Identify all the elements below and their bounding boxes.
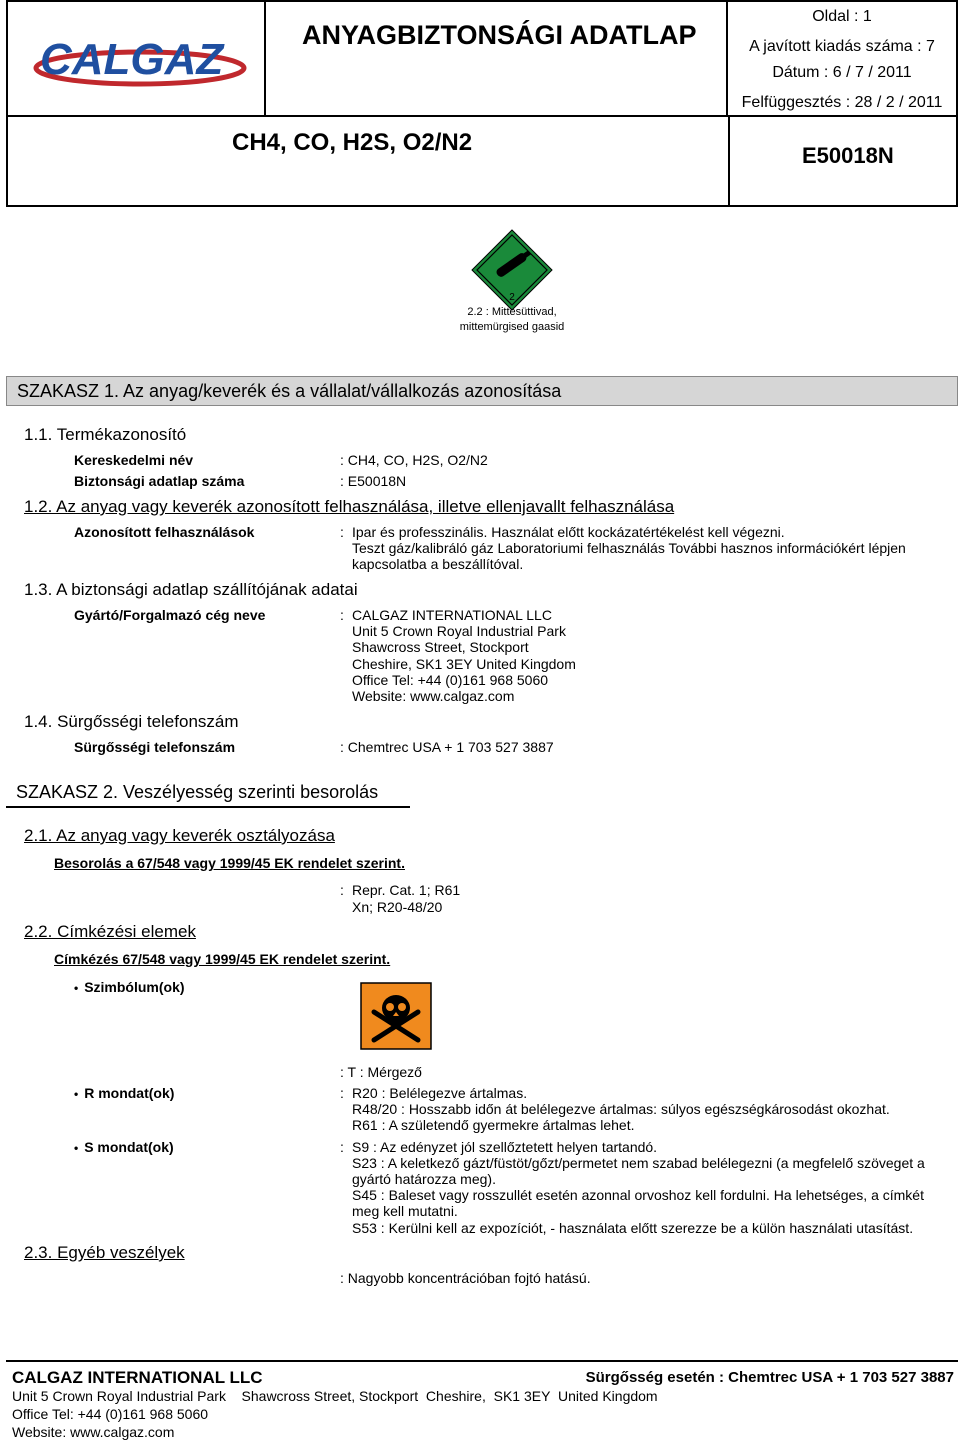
info-box (728, 2, 956, 115)
hazard-caption-1: 2.2 : Mittesüttivad, (467, 306, 557, 318)
footer-emergency: Sürgősség esetén : Chemtrec USA + 1 703 527 3887 (585, 1369, 954, 1386)
skull-crossbones-icon (360, 982, 432, 1050)
product-code-box (728, 117, 956, 207)
subsection-1-4-title: 1.4. Sürgősségi telefonszám (24, 712, 239, 731)
section-2-title: SZAKASZ 2. Veszélyesség szerinti besorolás (16, 782, 379, 802)
identified-uses-line-1: Ipar és professzinális. Használat előtt kockázatértékelést kell végezni. (352, 524, 785, 540)
footer-address: Unit 5 Crown Royal Industrial Park Shawcross Street, Stockport Cheshire, SK1 3EY United Kingdom (12, 1388, 658, 1404)
document-title: ANYAGBIZTONSÁGI ADATLAP (302, 20, 697, 50)
emergency-phone-label: Sürgősségi telefonszám (74, 739, 236, 755)
svg-text:CALGAZ: CALGAZ (40, 35, 224, 84)
r-phrase-line: R48/20 : Hosszabb időn át belélegezve ártalmas: súlyos egészségkárosodást okozhat. (352, 1101, 890, 1117)
sds-number-value: : E50018N (340, 473, 407, 489)
supplier-line: Shawcross Street, Stockport (352, 639, 529, 655)
s-phrase-line: gyártó határozza meg). (352, 1171, 496, 1187)
section-1-header (6, 376, 958, 406)
footer-company: CALGAZ INTERNATIONAL LLC (12, 1368, 263, 1387)
svg-text:2: 2 (509, 292, 515, 303)
supplier-line: Unit 5 Crown Royal Industrial Park (352, 623, 566, 639)
footer-rule (6, 1360, 958, 1362)
symbols-label: • Szimbólum(ok) (74, 979, 185, 995)
other-hazards-value: : Nagyobb koncentrációban fojtó hatású. (340, 1270, 591, 1286)
footer-website: Website: www.calgaz.com (12, 1424, 175, 1440)
emergency-phone-value: : Chemtrec USA + 1 703 527 3887 (340, 739, 554, 755)
supplier-line: Office Tel: +44 (0)161 968 5060 (352, 672, 549, 688)
page-number: Oldal : 1 (812, 8, 872, 25)
classification-colon: : (340, 882, 344, 898)
s-phrases-colon: : (340, 1139, 344, 1155)
footer-tel: Office Tel: +44 (0)161 968 5060 (12, 1406, 209, 1422)
supplier-line: CALGAZ INTERNATIONAL LLC (352, 607, 552, 623)
sds-number-label: Biztonsági adatlap száma (74, 473, 245, 489)
s-phrase-line: S53 : Kerülni kell az expozíciót, - használata előtt szerezze be a külön használati utasítást. (352, 1220, 914, 1236)
hazard-caption-2: mittemürgised gaasid (459, 321, 565, 333)
identified-uses-line-2: Teszt gáz/kalibráló gáz Laboratoriumi felhasználás További hasznos információkért lépjen (352, 540, 906, 556)
identified-uses-label: Azonosított felhasználások (74, 524, 255, 540)
subsection-1-2-title: 1.2. Az anyag vagy keverék azonosított felhasználása, illetve ellenjavallt felhasználása (24, 497, 675, 516)
s-phrase-line: S45 : Baleset vagy rosszullét esetén azonnal orvoshoz kell fordulni. Ha lehetséges, a címkét (352, 1187, 924, 1203)
revision-date: Dátum : 6 / 7 / 2011 (772, 64, 912, 81)
product-name: CH4, CO, H2S, O2/N2 (232, 129, 473, 156)
trade-name-value: : CH4, CO, H2S, O2/N2 (340, 452, 488, 468)
classification-regulation: Besorolás a 67/548 vagy 1999/45 EK rendelet szerint. (54, 855, 405, 871)
header-bottom-row (8, 115, 956, 205)
r-phrases-label: • R mondat(ok) (74, 1085, 174, 1101)
revision-number: A javított kiadás száma : 7 (749, 38, 935, 55)
product-code: E50018N (802, 143, 894, 168)
symbol-value: : T : Mérgező (340, 1064, 422, 1080)
subsection-2-1-title: 2.1. Az anyag vagy keverék osztályozása (24, 826, 335, 845)
trade-name-label: Kereskedelmi név (74, 452, 194, 468)
document-header (6, 0, 958, 207)
classification-line-1: Repr. Cat. 1; R61 (352, 882, 461, 898)
subsection-1-3-title: 1.3. A biztonsági adatlap szállítójának adatai (24, 580, 358, 599)
supplier-line: Website: www.calgaz.com (352, 688, 515, 704)
classification-line-2: Xn; R20-48/20 (352, 899, 443, 915)
s-phrase-line: S23 : A keletkező gázt/füstöt/gőzt/permetet nem szabad belélegezni (a megfelelő szöveget a (352, 1155, 925, 1171)
calgaz-logo (30, 28, 248, 92)
subsection-1-1-title: 1.1. Termékazonosító (24, 425, 187, 444)
s-phrases-label: • S mondat(ok) (74, 1139, 174, 1155)
labelling-regulation: Címkézés 67/548 vagy 1999/45 EK rendelet szerint. (54, 951, 391, 967)
supplier-colon: : (340, 607, 344, 623)
logo-box (8, 2, 266, 115)
identified-uses-line-3: kapcsolatba a beszállítóval. (352, 556, 524, 572)
title-box (266, 2, 728, 115)
s-phrase-line: S9 : Az edényzet jól szellőztetett helyen tartandó. (352, 1139, 658, 1155)
s-phrase-line: meg kell mutatni. (352, 1203, 458, 1219)
r-phrases-colon: : (340, 1085, 344, 1101)
identified-uses-colon: : (340, 524, 344, 540)
supplier-label: Gyártó/Forgalmazó cég neve (74, 607, 266, 623)
supplier-line: Cheshire, SK1 3EY United Kingdom (352, 656, 576, 672)
subsection-2-3-title: 2.3. Egyéb veszélyek (24, 1243, 185, 1262)
subsection-2-2-title: 2.2. Címkézési elemek (24, 922, 196, 941)
supersedes-date: Felfüggesztés : 28 / 2 / 2011 (741, 94, 943, 111)
section-2-rule (6, 806, 410, 808)
r-phrase-line: R61 : A születendő gyermekre ártalmas lehet. (352, 1117, 635, 1133)
r-phrase-line: R20 : Belélegezve ártalmas. (352, 1085, 528, 1101)
gas-cylinder-hazard-icon (470, 228, 554, 312)
section-1-title: SZAKASZ 1. Az anyag/keverék és a vállalat/vállalkozás azonosítása (17, 381, 562, 401)
